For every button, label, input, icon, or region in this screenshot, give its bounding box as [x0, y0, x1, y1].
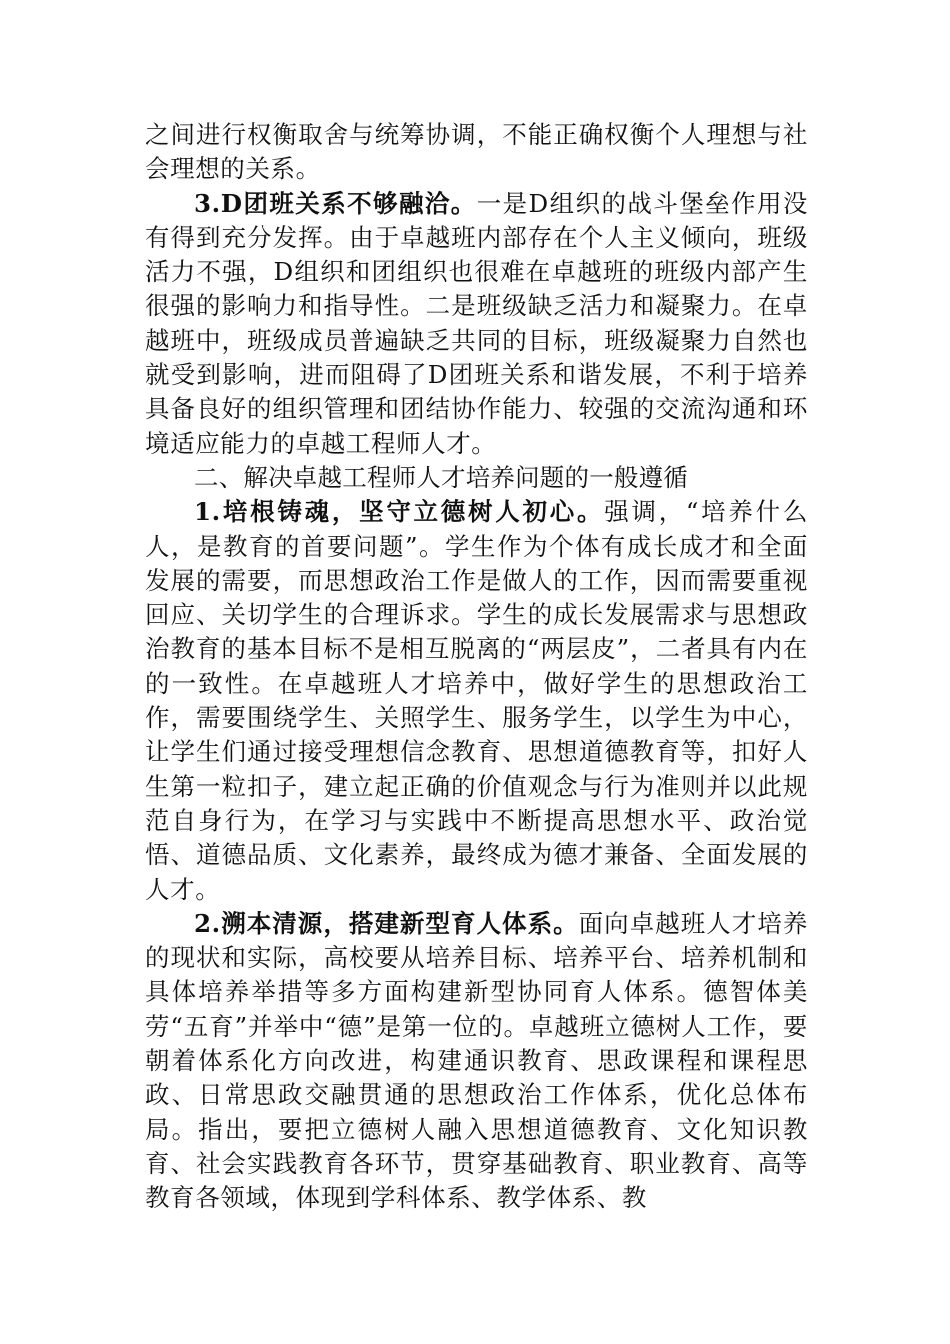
paragraph-lead-bold: 1.培根铸魂，坚守立德树人初心。 [194, 497, 605, 527]
document-page [145, 118, 808, 1216]
section-heading: 二、解决卓越工程师人才培养问题的一般遵循 [194, 462, 688, 492]
paragraph-education-system [145, 907, 808, 1216]
paragraph-body: 一是D组织的战斗堡垒作用没有得到充分发挥。由于卓越班内部存在个人主义倾向，班级活力不强，D组织和团组织也很难在卓越班的班级内部产生很强的影响力和指导性。二是班级缺乏活力和凝聚力。在卓越班中，班级成员普遍缺乏共同的目标，班级凝聚力自然也就受到影响，进而阻碍了D团班关系和谐发展，不利于培养具备良好的组织管理和团结协作能力、较强的交流沟通和环境适应能力的卓越工程师人才。 [145, 188, 808, 458]
paragraph-continuation: 之间进行权衡取舍与统筹协调，不能正确权衡个人理想与社会理想的关系。 [145, 120, 808, 184]
paragraph-lead-bold: 3.D团班关系不够融洽。 [194, 188, 477, 218]
paragraph-body: 面向卓越班人才培养的现状和实际，高校要从培养目标、培养平台、培养机制和具体培养举措等多方面构建新型协同育人体系。德智体美劳“五育”并举中“德”是第一位的。卓越班立德树人工作，要朝着体系化方向改进，构建通识教育、思政课程和课程思政、日常思政交融贯通的思想政治工作体系，优化总体布局。指出，要把立德树人融入思想道德教育、文化知识教育、社会实践教育各环节，贯穿基础教育、职业教育、高等教育各领域，体现到学科体系、教学体系、教 [145, 908, 808, 1213]
paragraph-team-relations [145, 187, 808, 461]
paragraph-body: 强调，“培养什么人，是教育的首要问题”。学生作为个体有成长成才和全面发展的需要，而思想政治工作是做人的工作，因而需要重视回应、关切学生的合理诉求。学生的成长发展需求与思想政治教育的基本目标不是相互脱离的“两层皮”，二者具有内在的一致性。在卓越班人才培养中，做好学生的思想政治工作，需要围绕学生、关照学生、服务学生，以学生为中心，让学生们通过接受理想信念教育、思想道德教育等，扣好人生第一粒扣子，建立起正确的价值观念与行为准则并以此规范自身行为，在学习与实践中不断提高思想水平、政治觉悟、道德品质、文化素养，最终成为德才兼备、全面发展的人才。 [145, 497, 808, 904]
paragraph-lead-bold: 2.溯本清源，搭建新型育人体系。 [194, 908, 579, 938]
paragraph-cultivate-soul [145, 495, 808, 907]
